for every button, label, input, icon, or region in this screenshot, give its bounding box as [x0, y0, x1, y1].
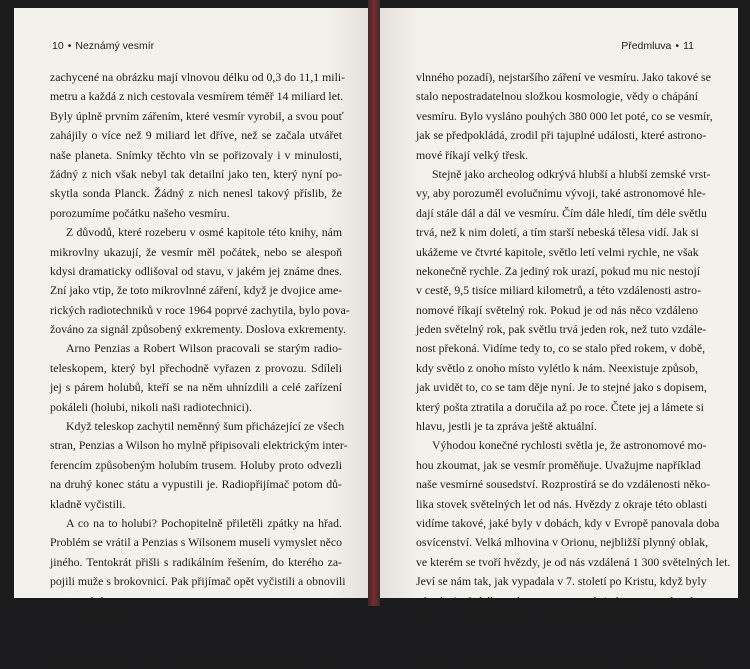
text-line: lika stovek světelných let od nás. Hvězdy z okraje této oblasti	[416, 496, 708, 511]
text-line: zachycené na obrázku mají vlnovou délku od 0,3 do 11,1 mili-	[50, 70, 346, 84]
right-page-number: 11	[683, 40, 694, 52]
text-line: kdy světlo z onoho místo vylétlo k nám. Neexistuje způsob,	[416, 360, 699, 375]
text-line: nost překoná. Vidíme tedy to, co se stalo před rokem, v době,	[416, 341, 706, 356]
text-line: stalo nepostradatelnou složkou kosmologie, vědy o chápání	[416, 89, 698, 104]
text-line: ve kterém se tvoří hvězdy, je od nás vzdálená 1 300 světelných let.	[416, 554, 731, 569]
left-header-bullet: •	[67, 40, 72, 52]
text-line: Byly úplně prvním zářením, které vesmír vyrobil, a svou pouť	[50, 108, 344, 123]
text-line: ním proroka Mohameda a začalo šíření islámu.	[416, 612, 638, 627]
text-line: rických radiotechniků v roce 1964 poprvé zachytila, bylo pova-	[50, 302, 350, 317]
text-line: naše vesmírné sousedství. Rozprostírá se do vzdálenosti něko-	[416, 477, 711, 492]
text-line: Arno Penzias a Robert Wilson pracovali se starým radio-	[66, 341, 342, 356]
text-line: ferencím způsobeným holubím trusem. Holuby proto odvezli	[50, 457, 342, 472]
text-line: hou zkoumat, jak se vesmír proměňuje. Uvažujme například	[416, 457, 701, 472]
right-running-header	[621, 40, 694, 52]
text-line: vy, aby porozuměl evolučnímu vývoji, také astronomové hle-	[416, 186, 706, 201]
text-line: Problém se vrátil a Penzias s Wilsonem museli vymyslet něco	[50, 535, 342, 550]
book-gutter	[368, 0, 380, 606]
text-line: Šum nezmizel.	[66, 612, 137, 627]
text-line: kdysi dramaticky odlišoval od stavu, v jakém jej známe dnes.	[50, 263, 342, 278]
text-line: skytla sonda Planck. Žádný z nich nenesl takový příslib, že	[50, 186, 342, 201]
text-line: teleskopem, který byl přechodně vyřazen z provozu. Sdíleli	[50, 360, 342, 375]
text-line: jak uvidět to, co se tam děje nyní. Je to stejné jako s dopisem,	[416, 380, 707, 395]
text-line: jiného. Tentokrát přišli s radikálním řešením, do kterého za-	[50, 554, 342, 569]
text-line: pokáleli (holubi, nikoli naši radiotechnici).	[50, 399, 252, 414]
text-line: na druhý konec státu a vypustili je. Radiopřijímač potom dů-	[50, 477, 342, 492]
text-line: jeden světelný rok, pak světlu trvá jeden rok, než tuto vzdále-	[416, 322, 707, 337]
text-line: vesmíru. Bylo vysláno pouhých 380 000 let poté, co se vesmír,	[416, 108, 713, 123]
text-line: pojili muže s brokovnicí. Pak přijímač opět vyčistili a obnovili	[50, 574, 346, 589]
text-line: Když teleskop zachytil neměnný šum přicházející ze všech	[66, 419, 345, 434]
text-line: kladně vyčistili.	[50, 496, 126, 511]
text-line: žádný z nich však nebyl tak detailní jako ten, který nyní po-	[50, 166, 342, 181]
text-line: osvícenství. Velká mlhovina v Orionu, nejbližší plynný oblak,	[416, 535, 709, 550]
text-line: zahájily o více než 9 miliard let dříve, než se začala utvářet	[50, 128, 342, 143]
text-line: vlnného pozadí), nejstaršího záření ve vesmíru. Jako takové se	[416, 70, 711, 84]
text-line: nomové říkají světelný rok. Pokud je od nás něco vzdáleno	[416, 302, 698, 317]
text-line: hlavu, jestli je ta zpráva ještě aktuální.	[416, 419, 597, 434]
text-line: nekonečně rychle. Za jediný rok urazí, pokud mu nic nestojí	[416, 263, 701, 278]
text-line: národy Arabského poloostrova poprvé sjednoceny pod vede-	[416, 593, 703, 608]
text-line: který pošta ztratila a doručila až po roce. Čtete jej a lámete si	[416, 399, 704, 414]
text-line: Nakonec z toho bylo mnohem více než holubí trus, totiž	[66, 632, 342, 647]
text-line: Zní jako vtip, že toto mikrovlnné záření, když je dvojice ame-	[50, 283, 343, 298]
text-line: Stejně jako archeolog odkrývá hlubší a hlubší zemské vrst-	[432, 166, 711, 181]
text-line: dají stále dál a dál ve vesmíru. Čím dále hledí, tím déle světlu	[416, 205, 707, 220]
text-line: jak se předpokládá, zrodil při tajuplné události, které astrono-	[416, 128, 707, 143]
text-line: stran, Penzias a Wilson ho mylně připisovali elektrickým inter-	[50, 438, 348, 453]
right-page-text	[416, 68, 731, 669]
right-header-bullet: •	[675, 40, 680, 52]
text-line: metru a každá z nich cestovala vesmírem téměř 14 miliard let.	[50, 89, 344, 104]
left-running-header	[52, 40, 154, 52]
text-line: žováno za signál způsobený exkrementy. Doslova exkrementy.	[50, 322, 346, 337]
text-line: porozumíme počátku našeho vesmíru.	[50, 205, 230, 220]
text-line: Jeví se nám tak, jak vypadala v 7. století po Kristu, když byly	[416, 574, 707, 589]
text-line: pozorování.	[50, 593, 107, 608]
text-line: ukážeme ve čtvrté kapitole, světlo letí velmi rychle, ne však	[416, 244, 699, 259]
text-line: Ve vzdálenosti 158 tisíc světelných let leží nevelká blízká	[432, 632, 704, 647]
right-header-title: Předmluva	[621, 40, 672, 52]
text-line: v cestě, 9,5 tisíce miliard kilometrů, a této vzdálenosti astro-	[416, 283, 702, 298]
text-line: Výhodou konečné rychlosti světla je, že astronomové mo-	[432, 438, 707, 453]
text-line: Z důvodů, které rozeberu v osmé kapitole této knihy, nám	[66, 225, 342, 240]
text-line: trvá, než k nim doletí, a tím starší nebeská tělesa vidí. Jak si	[416, 225, 699, 240]
text-line: Nobelova cena za objev reliktního záření (kosmického mikro-	[50, 651, 343, 666]
text-line: A co na to holubi? Pochopitelně přiletěli zpátky na hřad.	[66, 515, 342, 530]
left-page-number: 10	[52, 40, 64, 52]
text-line: galaxie Velký Magellanův oblak. Vidíme ji tak, jak vypadala	[416, 651, 702, 666]
text-line: jej s párem holubů, kteří se na něm uhnízdili a celé zařízení	[50, 380, 342, 395]
text-line: naše planeta. Snímky těchto vln se pořizovaly i v minulosti,	[50, 147, 342, 162]
left-header-title: Neznámý vesmír	[75, 40, 155, 52]
text-line: mové říkají velký třesk.	[416, 147, 529, 162]
text-line: vidíme takové, jaké byly v dobách, kdy v Evropě panovala doba	[416, 515, 720, 530]
text-line: mikrovlny ukazují, že vesmír měl počátek, nebo se alespoň	[50, 244, 342, 259]
left-page-text	[50, 68, 350, 669]
